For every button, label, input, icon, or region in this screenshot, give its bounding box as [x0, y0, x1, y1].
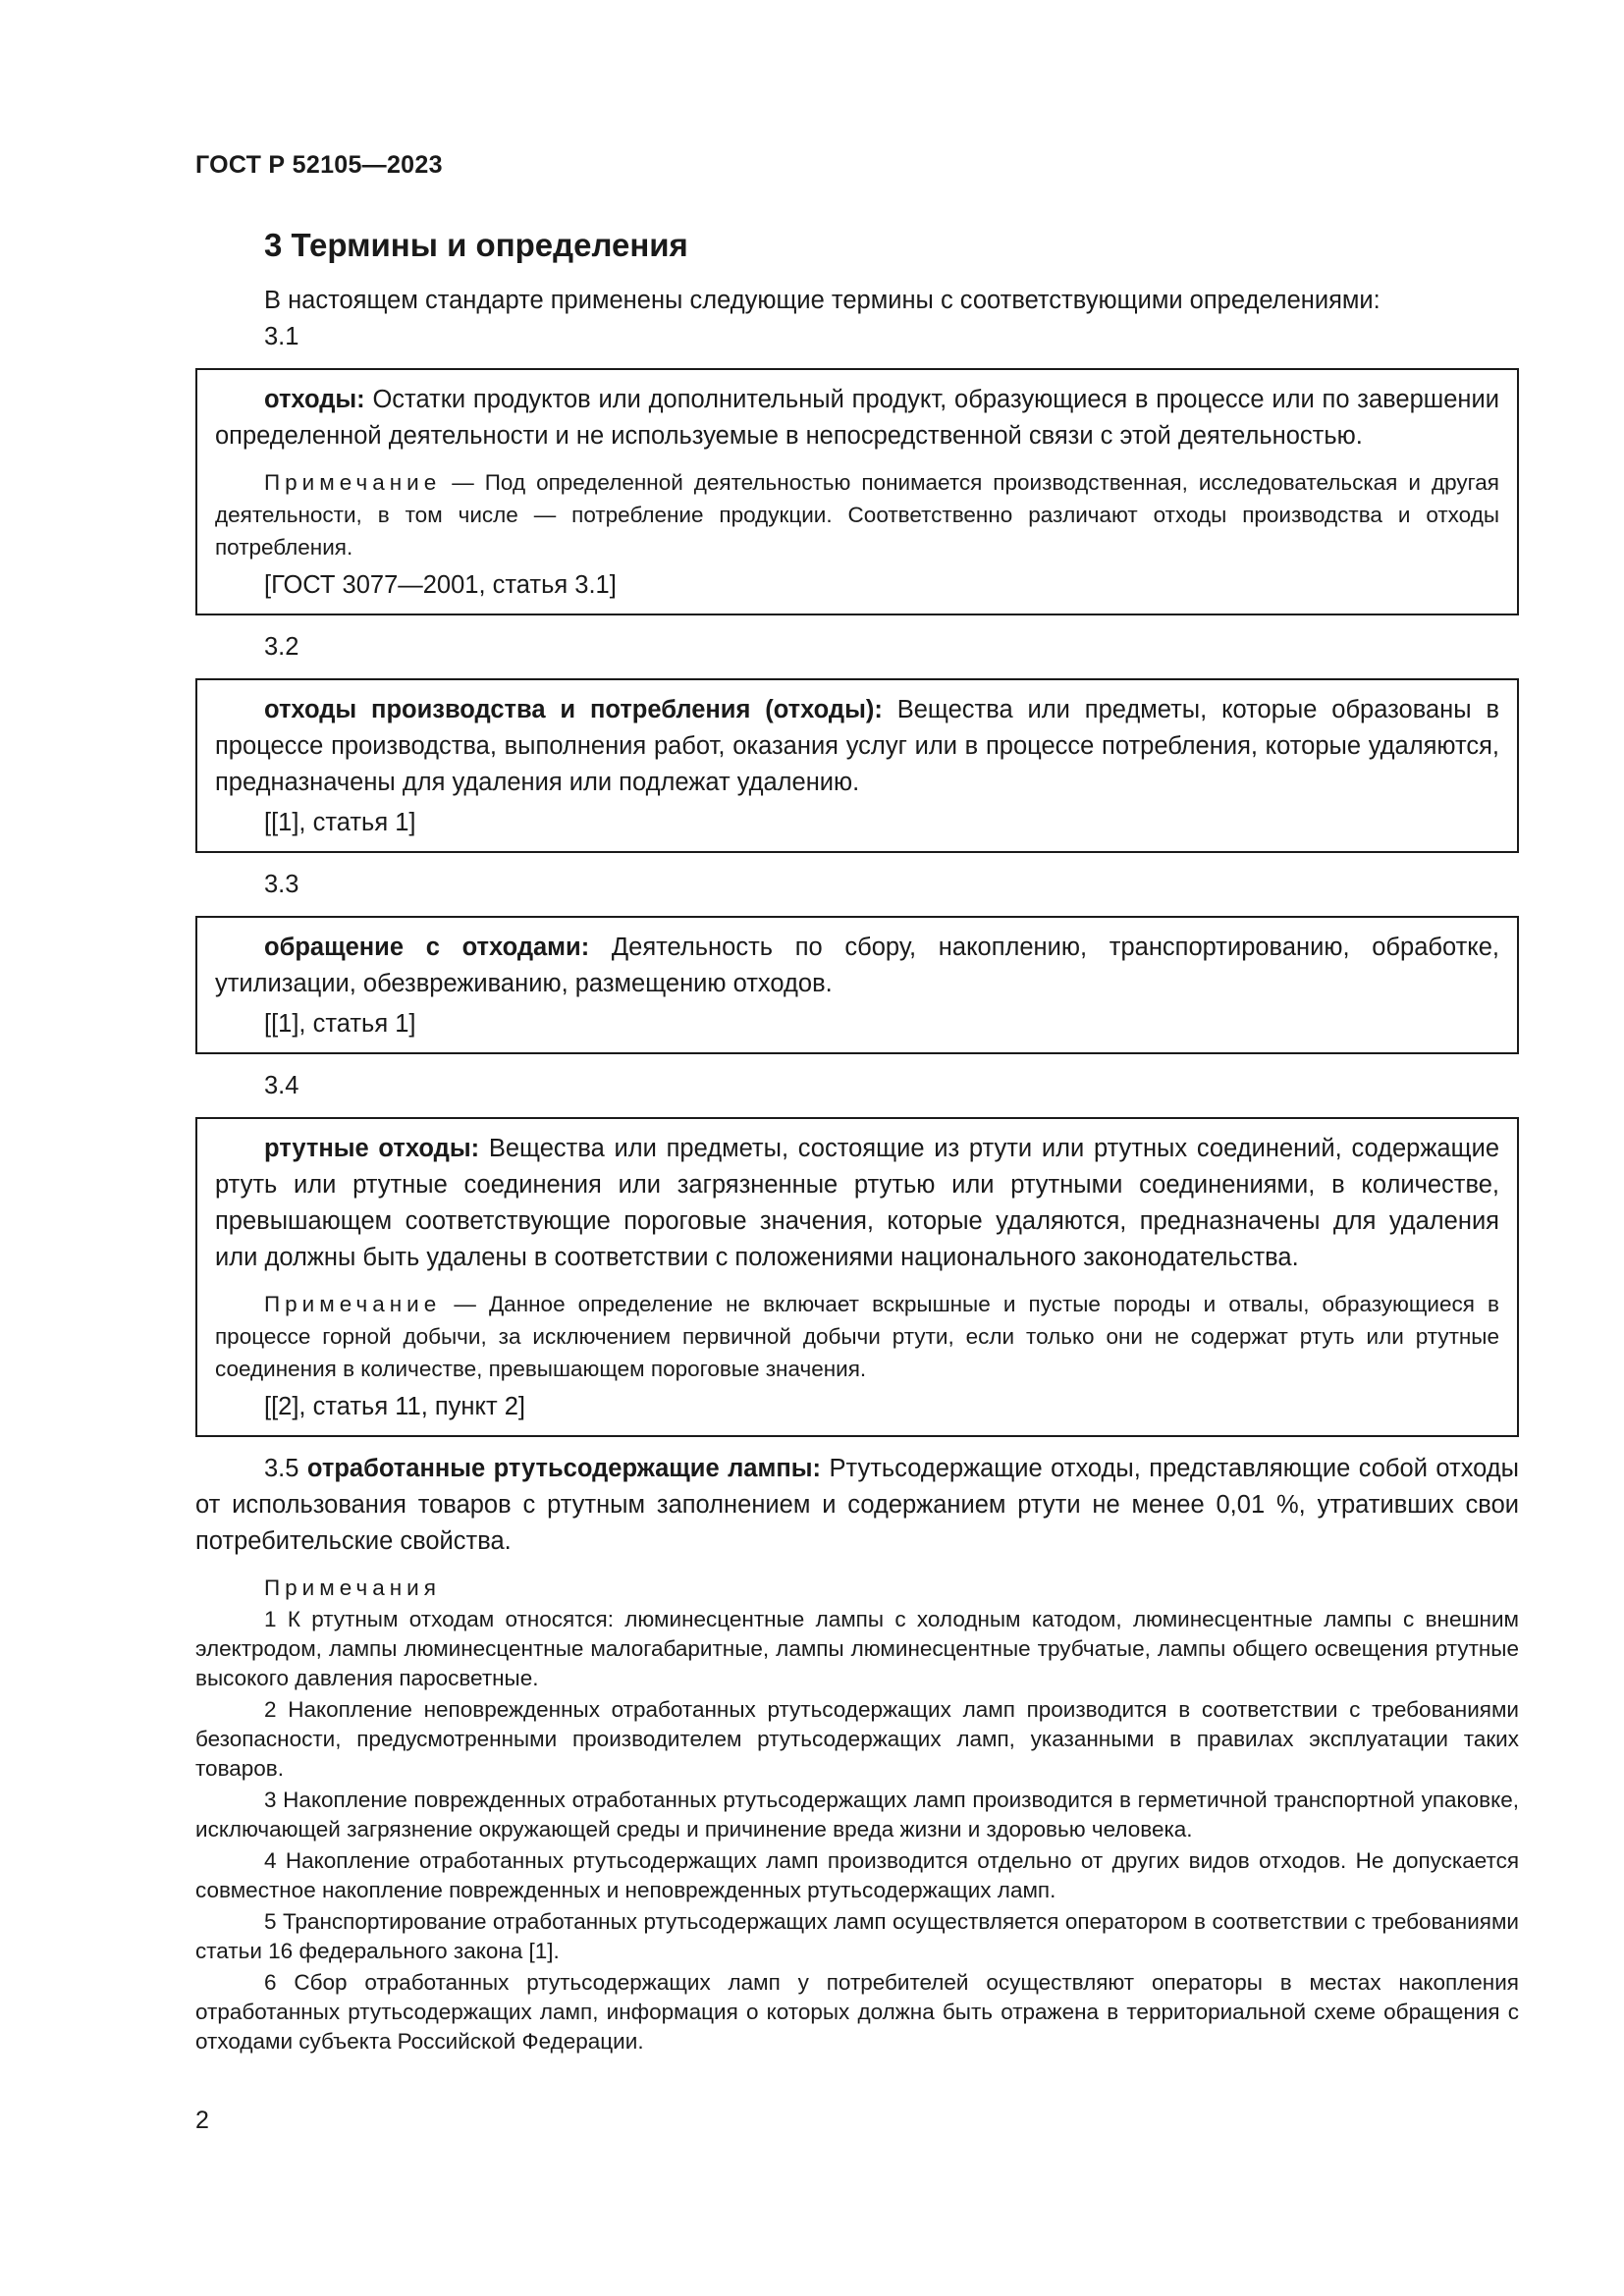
term-definition — [215, 1131, 1499, 1276]
term-box-3-4 — [195, 1117, 1519, 1437]
definition-text: Остатки продуктов или дополнительный продукт, образующиеся в процессе или по завершении определенной деятельности и не используемые в непосредственной связи с этой деятельностью. — [215, 386, 1499, 450]
term-name: ртутные отходы: — [264, 1135, 480, 1162]
note-item: 4 Накопление отработанных ртутьсодержащих ламп производится отдельно от других видов отходов. Не допускается совместное накопление поврежденных и неповрежденных ртутьсодержащих ламп. — [195, 1848, 1519, 1902]
note-label: Примечание — [264, 1292, 442, 1316]
term-note — [215, 466, 1499, 563]
term-source: [[1], статья 1] — [264, 1010, 416, 1038]
term-source: [[1], статья 1] — [264, 809, 416, 836]
term-number: 3.5 — [264, 1455, 299, 1482]
term-name: отходы производства и потребления (отходы): — [264, 696, 883, 723]
term-name: отходы: — [264, 386, 365, 413]
term-number: 3.1 — [264, 323, 299, 350]
note-item: 3 Накопление поврежденных отработанных ртутьсодержащих ламп производится в герметичной транспортной упаковке, исключающей загрязнение окружающей среды и причинение вреда жизни и здоровью человека. — [195, 1788, 1519, 1842]
term-3-5-paragraph — [195, 1451, 1519, 1560]
notes-heading: Примечания — [264, 1575, 441, 1600]
term-number: 3.2 — [264, 633, 299, 661]
note-text: — Под определенной деятельностью понимается производственная, исследовательская и другая деятельности, в том числе — потребление продукции. Соответственно различают отходы производства и отходы потребления. — [215, 470, 1499, 560]
page-content — [195, 216, 1519, 2058]
term-definition — [215, 382, 1499, 454]
term-number: 3.4 — [264, 1072, 299, 1099]
note-item: 2 Накопление неповрежденных отработанных ртутьсодержащих ламп производится в соответствии с требованиями безопасности, предусмотренными производителем ртутьсодержащих ламп, указанными в правилах эксплуатации таких товаров. — [195, 1697, 1519, 1781]
definition-text: Вещества или предметы, состоящие из ртути или ртутных соединений, содержащие ртуть или ртутные соединения или загрязненные ртутью или ртутными соединениями, в количестве, превышающем соответствующие пороговые значения, которые удаляются, предназначены для удаления или должны быть удалены в соответствии с положениями национального законодательства. — [215, 1135, 1500, 1271]
note-text: — Данное определение не включает вскрышные и пустые породы и отвалы, образующиеся в процессе горной добычи, за исключением первичной добычи ртути, если только они не содержат ртуть или ртутные соединения в количестве, превышающем пороговые значения. — [215, 1292, 1499, 1381]
section-title: 3 Термины и определения — [264, 227, 688, 263]
term-box-3-2 — [195, 678, 1519, 853]
term-name: отработанные ртутьсодержащие лампы: — [306, 1455, 822, 1482]
term-source: [[2], статья 11, пункт 2] — [264, 1393, 525, 1420]
note-item: 5 Транспортирование отработанных ртутьсодержащих ламп осуществляется оператором в соответствии с требованиями статьи 16 федерального закона [1]. — [195, 1909, 1519, 1963]
term-source: [ГОСТ 3077—2001, статья 3.1] — [264, 571, 617, 599]
note-item: 1 К ртутным отходам относятся: люминесцентные лампы с холодным катодом, люминесцентные лампы с внешним электродом, лампы люминесцентные малогабаритные, лампы люминесцентные трубчатые, лампы общего освещения ртутные высокого давления паросветные. — [195, 1607, 1519, 1690]
document-code-header: ГОСТ Р 52105—2023 — [195, 151, 443, 179]
note-item: 6 Сбор отработанных ртутьсодержащих ламп у потребителей осуществляют операторы в местах накопления отработанных ртутьсодержащих ламп, информация о которых должна быть отражена в территориальной схеме обращения с отходами субъекта Российской Федерации. — [195, 1970, 1519, 2054]
note-label: Примечание — [264, 470, 442, 495]
definition-text: Вещества или предметы, которые образованы в процессе производства, выполнения работ, оказания услуг или в процессе потребления, которые удаляются, предназначены для удаления или подлежат удалению. — [215, 696, 1499, 796]
term-number: 3.3 — [264, 871, 299, 898]
term-box-3-3 — [195, 916, 1519, 1054]
term-definition — [215, 692, 1499, 801]
definition-text: Деятельность по сбору, накоплению, транспортированию, обработке, утилизации, обезвреживанию, размещению отходов. — [215, 934, 1499, 997]
page-number: 2 — [195, 2107, 209, 2134]
definition-text: Ртутьсодержащие отходы, представляющие собой отходы от использования товаров с ртутным заполнением и содержанием ртути не менее 0,01 %, утративших свои потребительские свойства. — [195, 1455, 1519, 1555]
term-box-3-1 — [195, 368, 1519, 615]
term-name: обращение с отходами: — [264, 934, 590, 961]
term-note — [215, 1288, 1499, 1385]
term-definition — [215, 930, 1499, 1002]
notes-block — [195, 1574, 1519, 2056]
section-intro: В настоящем стандарте применены следующие термины с соответствующими определениями: — [264, 287, 1380, 314]
